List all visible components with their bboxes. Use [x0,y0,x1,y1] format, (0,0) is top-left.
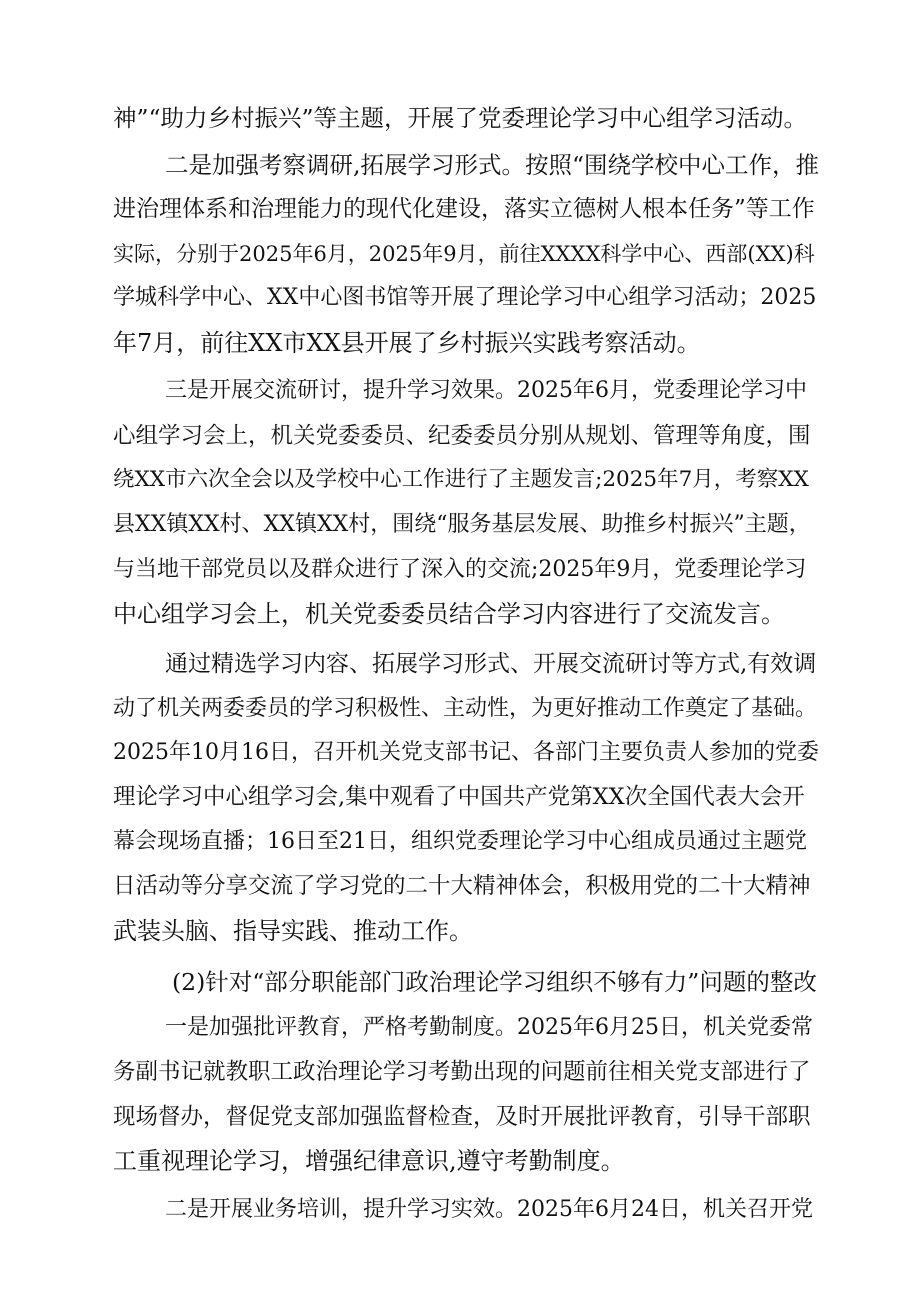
text-line: 务副书记就教职工政治理论学习考勤出现的问题前往相关党支部进行了 [113,1059,811,1085]
text-line: 2025年10月16日，召开机关党支部书记、各部门主要负责人参加的党委 [113,740,819,765]
text-line: 绕XX市六次全会以及学校中心工作进行了主题发言;2025年7月，考察XX [113,467,809,492]
text-line: 现场督办，督促党支部加强监督检查，及时开展批评教育，引导干部职 [113,1104,811,1130]
text-line: 学城科学中心、XX中心图书馆等开展了理论学习中心组学习活动；2025 [113,285,817,310]
text-line: 与当地干部党员以及群众进行了深入的交流;2025年9月，党委理论学习 [113,557,807,582]
text-line: 中心组学习会上，机关党委委员结合学习内容进行了交流发言。 [113,600,785,628]
text-line: 二是开展业务培训，提升学习实效。2025年6月24日，机关召开党 [165,1197,813,1222]
text-line: 神”“助力乡村振兴”等主题，开展了党委理论学习中心组学习活动。 [113,104,808,132]
text-line: 武装头脑、指导实践、推动工作。 [113,917,473,945]
text-line: 进治理体系和治理能力的现代化建设，落实立德树人根本任务”等工作 [113,196,815,222]
text-line: 日活动等分享交流了学习党的二十大精神体会，积极用党的二十大精神 [113,873,811,899]
text-line: 心组学习会上，机关党委委员、纪委委员分别从规划、管理等角度，围 [113,423,811,449]
text-line: 实际，分别于2025年6月，2025年9月，前往XXXX科学中心、西部(XX)科 [113,242,815,266]
text-line: 幕会现场直播；16日至21日，组织党委理论学习中心组成员通过主题党 [113,829,807,854]
text-line: 工重视理论学习，增强纪律意识,遵守考勤制度。 [113,1147,625,1175]
text-line: 年7月，前往XX市XX县开展了乡村振兴实践考察活动。 [113,329,701,357]
text-line: 理论学习中心组学习会,集中观看了中国共产党第XX次全国代表大会开 [113,784,805,810]
text-line: 通过精选学习内容、拓展学习形式、开展交流研讨等方式,有效调 [165,651,817,677]
section-heading: (2)针对“部分职能部门政治理论学习组织不够有力”问题的整改 [172,968,817,996]
text-line: 三是开展交流研讨，提升学习效果。2025年6月，党委理论学习中 [165,378,807,403]
text-line: 动了机关两委委员的学习积极性、主动性，为更好推动工作奠定了基础。 [113,696,818,721]
text-line: 县XX镇XX村、XX镇XX村，围绕“服务基层发展、助推乡村振兴”主题， [113,512,811,537]
text-line: 一是加强批评教育，严格考勤制度。2025年6月25日，机关党委常 [165,1015,813,1040]
text-line: 二是加强考察调研,拓展学习形式。按照“围绕学校中心工作，推 [165,151,819,179]
